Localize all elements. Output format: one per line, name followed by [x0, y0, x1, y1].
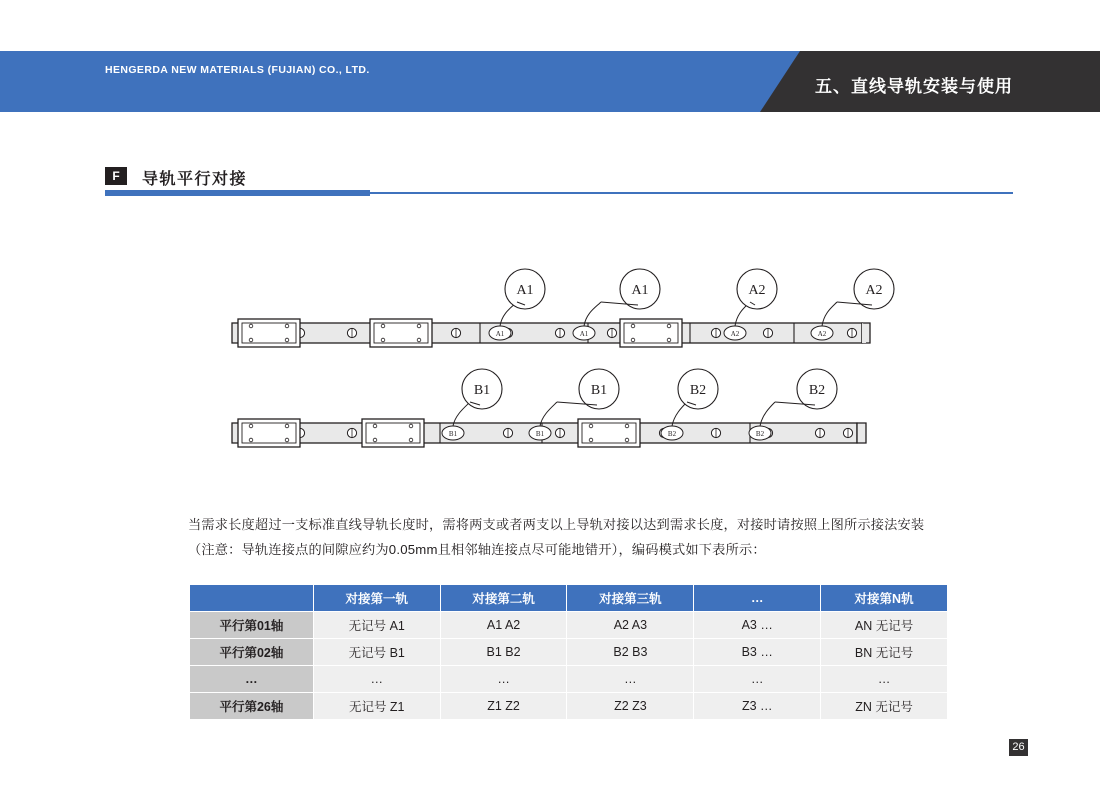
table-row — [190, 693, 948, 720]
company-name: HENGERDA NEW MATERIALS (FUJIAN) CO., LTD. — [105, 64, 370, 76]
callout-label: A1 — [631, 283, 649, 298]
rail-diagram — [190, 255, 950, 470]
table-cell: … — [567, 666, 694, 693]
encoding-table — [189, 584, 948, 720]
table-row — [190, 666, 948, 693]
section-title: 导轨平行对接 — [142, 171, 248, 188]
table-cell: … — [694, 666, 821, 693]
table-row-header: … — [190, 666, 314, 693]
table-header-cell: … — [694, 585, 821, 612]
table-row — [190, 639, 948, 666]
callout-label: B2 — [689, 383, 707, 398]
callout-label: B1 — [473, 383, 491, 398]
table-cell: … — [440, 666, 567, 693]
rail-mark: B2 — [755, 430, 765, 438]
callout-label: A2 — [748, 283, 766, 298]
table-row-header: 平行第02轴 — [190, 639, 314, 666]
callout-label: A2 — [865, 283, 883, 298]
table-header-cell — [190, 585, 314, 612]
table-cell: ZN 无记号 — [821, 693, 948, 720]
table-header-row — [190, 585, 948, 612]
table-header-cell: 对接第一轨 — [313, 585, 440, 612]
page-number: 26 — [1009, 739, 1028, 756]
page-header-blue-band — [0, 51, 800, 112]
table-cell: A1 A2 — [440, 612, 567, 639]
table-header-cell: 对接第二轨 — [440, 585, 567, 612]
section-rule-thin — [370, 192, 1013, 194]
table-header-cell: 对接第N轨 — [821, 585, 948, 612]
table-cell: Z3 … — [694, 693, 821, 720]
table-cell: 无记号 Z1 — [313, 693, 440, 720]
rail-mark: B1 — [448, 430, 458, 438]
table-header-cell: 对接第三轨 — [567, 585, 694, 612]
table-cell: B2 B3 — [567, 639, 694, 666]
chapter-title: 五、直线导轨安装与使用 — [815, 77, 1013, 96]
table-cell: … — [821, 666, 948, 693]
section-rule-thick — [105, 190, 370, 196]
table-row-header: 平行第01轴 — [190, 612, 314, 639]
table-row-header: 平行第26轴 — [190, 693, 314, 720]
table-cell: 无记号 B1 — [313, 639, 440, 666]
table-cell: B3 … — [694, 639, 821, 666]
table-row — [190, 612, 948, 639]
table-cell: BN 无记号 — [821, 639, 948, 666]
table-cell: A2 A3 — [567, 612, 694, 639]
callout-label: B1 — [590, 383, 608, 398]
section-badge: F — [105, 167, 127, 185]
table-cell: AN 无记号 — [821, 612, 948, 639]
rail-mark: A1 — [495, 330, 505, 338]
rail-mark: A2 — [817, 330, 827, 338]
body-paragraph: 当需求长度超过一支标准直线导轨长度时，需将两支或者两支以上导轨对接以达到需求长度，对接时请按照上图所示接法安装（注意：导轨连接点的间隙应约为0.05mm且相邻轴连接点尽可能地错开），编码模式如下表所示： — [188, 517, 925, 557]
rail-mark: A1 — [579, 330, 589, 338]
rail-mark: B1 — [535, 430, 545, 438]
table-cell: A3 … — [694, 612, 821, 639]
callout-label: B2 — [808, 383, 826, 398]
table-cell: Z2 Z3 — [567, 693, 694, 720]
rail-mark: B2 — [667, 430, 677, 438]
table-cell: B1 B2 — [440, 639, 567, 666]
table-cell: 无记号 A1 — [313, 612, 440, 639]
table-cell: … — [313, 666, 440, 693]
callout-label: A1 — [516, 283, 534, 298]
rail-mark: A2 — [730, 330, 740, 338]
table-cell: Z1 Z2 — [440, 693, 567, 720]
